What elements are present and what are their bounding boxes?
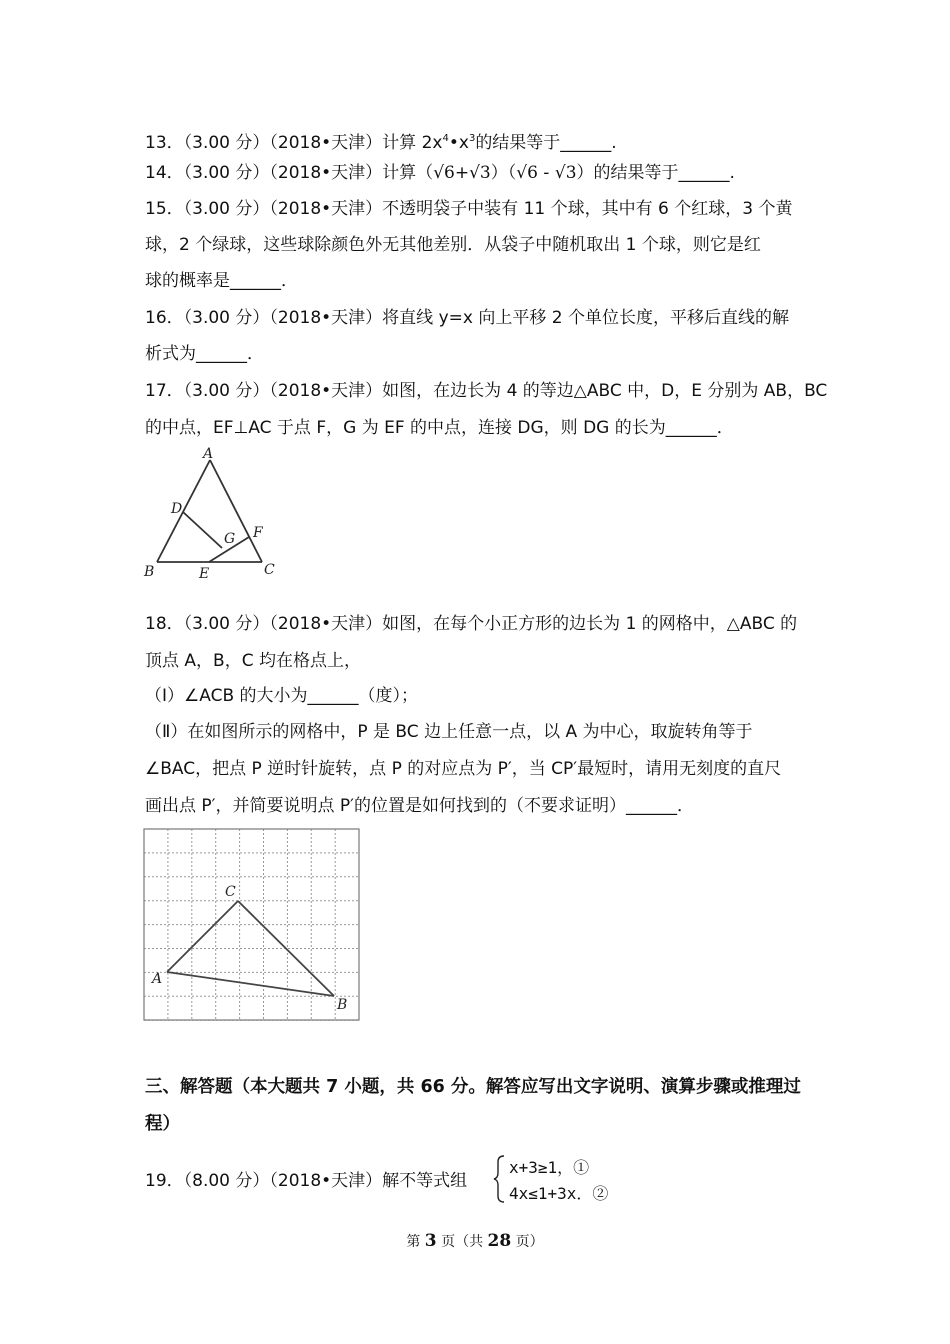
question-13 — [145, 128, 617, 154]
label-e: E — [199, 566, 210, 582]
q15-line-3: 球的概率是______． — [145, 271, 298, 291]
footer-pre: 第 — [406, 1234, 425, 1250]
side-ac — [210, 460, 262, 562]
q17-triangle-figure — [135, 445, 295, 585]
label-d: D — [171, 501, 183, 517]
question-14 — [145, 162, 735, 184]
q16-line-1: 16．（3.00 分）（2018•天津）将直线 y=x 向上平移 2 个单位长度，平移后直线的解 — [145, 308, 789, 328]
q18-grid-figure — [143, 828, 361, 1023]
q15-line-1: 15．（3.00 分）（2018•天津）不透明袋子中装有 11 个球，其中有 6 个红球，3 个黄 — [145, 199, 793, 219]
q13-mid: •x — [448, 133, 469, 153]
label-c: C — [264, 562, 275, 578]
q18-line-4: （Ⅱ）在如图所示的网格中，P 是 BC 边上任意一点，以 A 为中心，取旋转角等于 — [145, 722, 753, 742]
q18-line-2: 顶点 A，B，C 均在格点上， — [145, 651, 361, 671]
grid-lines — [144, 829, 359, 1020]
q14-plus: + — [454, 163, 470, 183]
q13-exponent-1: 4 — [442, 133, 449, 144]
total-pages: 28 — [487, 1231, 512, 1251]
q18-line-3: （Ⅰ）∠ACB 的大小为______（度）； — [145, 686, 419, 706]
side-ab — [167, 972, 334, 996]
page-footer — [0, 1231, 950, 1251]
q17-line-2: 的中点，EF⊥AC 于点 F，G 为 EF 的中点，连接 DG，则 DG 的长为______． — [145, 418, 734, 438]
q13-exponent-2: 3 — [468, 133, 476, 144]
label-c: C — [225, 884, 236, 900]
q18-line-6: 画出点 P′，并简要说明点 P′的位置是如何找到的（不要求证明）______． — [145, 796, 695, 816]
footer-post: 页） — [511, 1234, 544, 1250]
q14-mid: ）（ — [490, 163, 517, 183]
q17-line-1: 17．（3.00 分）（2018•天津）如图，在边长为 4 的等边△ABC 中，D，E 分别为 AB，BC — [145, 381, 828, 401]
label-g: G — [224, 531, 236, 547]
section-3-heading-line-2: 程） — [145, 1114, 180, 1134]
q13-suffix: 的结果等于______. — [475, 133, 617, 153]
q14-sqrt6-a: √6 — [433, 163, 455, 183]
left-brace-icon — [493, 1154, 507, 1204]
q13-prefix: 13．（3.00 分）（2018•天津）计算 2x — [145, 133, 443, 153]
footer-mid: 页（共 — [436, 1234, 488, 1250]
q19-equation-1: x+3≥1，① — [509, 1158, 590, 1177]
q18-line-5: ∠BAC，把点 P 逆时针旋转，点 P 的对应点为 P′，当 CP′最短时，请用无刻度的直尺 — [145, 759, 782, 779]
q14-sqrt3-a: √3 — [469, 163, 491, 183]
current-page-number: 3 — [424, 1231, 437, 1251]
q16-line-2: 析式为______． — [145, 344, 264, 364]
q14-sqrt3-b: √3 — [554, 163, 577, 183]
label-b: B — [337, 997, 348, 1013]
side-ac — [167, 901, 238, 972]
q19-prefix: 19．（8.00 分）（2018•天津）解不等式组 — [145, 1171, 468, 1191]
q19-equation-2: 4x≤1+3x．② — [509, 1184, 609, 1203]
q14-suffix: ）的结果等于______. — [576, 163, 735, 183]
label-f: F — [253, 525, 263, 541]
q18-line-1: 18．（3.00 分）（2018•天津）如图，在每个小正方形的边长为 1 的网格中，△ABC 的 — [145, 614, 798, 634]
q14-prefix: 14．（3.00 分）（2018•天津）计算（ — [145, 163, 434, 183]
side-ab — [157, 460, 210, 562]
label-b: B — [144, 564, 155, 580]
q14-sqrt6-b: √6 — [516, 163, 538, 183]
segment-dg — [183, 512, 222, 548]
section-3-heading-line-1: 三、解答题（本大题共 7 小题，共 66 分。解答应写出文字说明、演算步骤或推理过 — [145, 1077, 801, 1097]
q14-minus: - — [537, 163, 555, 183]
q15-line-2: 球，2 个绿球，这些球除颜色外无其他差别．从袋子中随机取出 1 个球，则它是红 — [145, 235, 761, 255]
label-a: A — [203, 446, 214, 462]
label-a: A — [152, 971, 163, 987]
